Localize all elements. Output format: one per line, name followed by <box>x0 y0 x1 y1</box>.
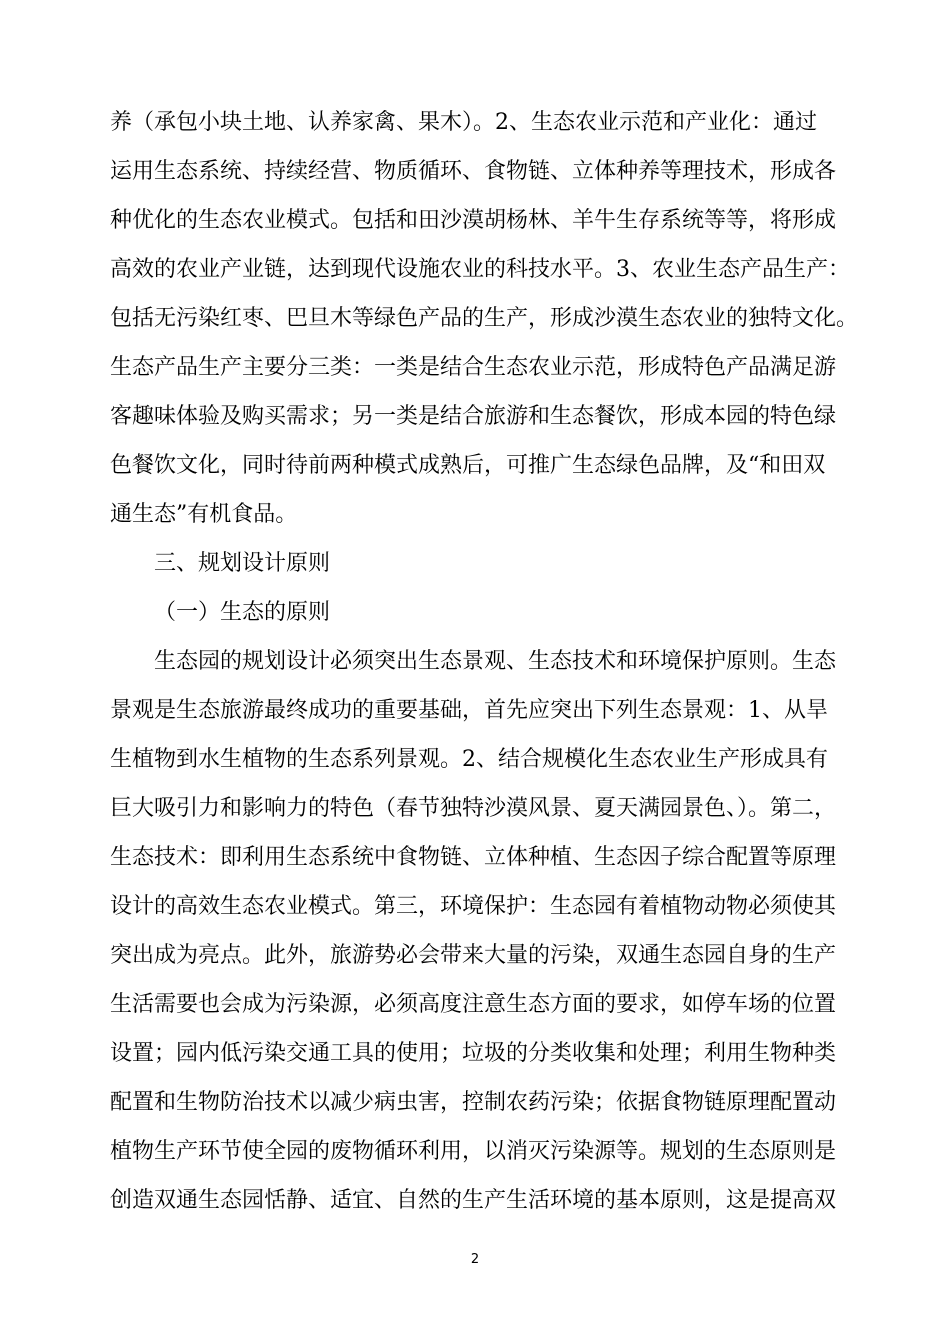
text-line: 包括无污染红枣、巴旦木等绿色产品的生产，形成沙漠生态农业的独特文化。 <box>110 306 859 331</box>
text-line: 养（承包小块土地、认养家禽、果木）。2、生态农业示范和产业化：通过 <box>110 110 817 135</box>
paragraph-line: 设计的高效生态农业模式。第三，环境保护：生态园有着植物动物必须使其 <box>110 894 837 919</box>
paragraph-line: 配置和生物防治技术以减少病虫害，控制农药污染；依据食物链原理配置动 <box>110 1090 837 1115</box>
paragraph-line: 生态技术：即利用生态系统中食物链、立体种植、生态因子综合配置等原理 <box>110 845 837 870</box>
section-subheading: （一）生态的原则 <box>154 600 331 625</box>
paragraph-line: 生活需要也会成为污染源，必须高度注意生态方面的要求，如停车场的位置 <box>110 992 837 1017</box>
paragraph-line: 植物生产环节使全园的废物循环利用，以消灭污染源等。规划的生态原则是 <box>110 1139 837 1164</box>
document-body <box>110 103 859 1230</box>
text-line: 种优化的生态农业模式。包括和田沙漠胡杨林、羊牛生存系统等等，将形成 <box>110 208 837 233</box>
text-line: 客趣味体验及购买需求；另一类是结合旅游和生态餐饮，形成本园的特色绿 <box>110 404 837 429</box>
section-heading: 三、规划设计原则 <box>154 551 331 576</box>
paragraph-line: 景观是生态旅游最终成功的重要基础，首先应突出下列生态景观：1、从旱 <box>110 698 828 723</box>
page-number: 2 <box>470 1252 480 1267</box>
text-line: 通生态”有机食品。 <box>110 502 298 527</box>
paragraph-line: 突出成为亮点。此外，旅游势必会带来大量的污染，双通生态园自身的生产 <box>110 943 837 968</box>
paragraph-line: 创造双通生态园恬静、适宜、自然的生产生活环境的基本原则，这是提高双 <box>110 1188 837 1213</box>
paragraph-line: 巨大吸引力和影响力的特色（春节独特沙漠风景、夏天满园景色、）。第二， <box>110 796 837 821</box>
paragraph-line: 设置；园内低污染交通工具的使用；垃圾的分类收集和处理；利用生物种类 <box>110 1041 837 1066</box>
text-line: 运用生态系统、持续经营、物质循环、食物链、立体种养等理技术，形成各 <box>110 159 837 184</box>
text-line: 色餐饮文化，同时待前两种模式成熟后，可推广生态绿色品牌，及“和田双 <box>110 453 826 478</box>
text-line: 生态产品生产主要分三类：一类是结合生态农业示范，形成特色产品满足游 <box>110 355 837 380</box>
paragraph-line: 生植物到水生植物的生态系列景观。2、结合规模化生态农业生产形成具有 <box>110 747 828 772</box>
text-line: 高效的农业产业链，达到现代设施农业的科技水平。3、农业生态产品生产： <box>110 257 850 282</box>
paragraph-line: 生态园的规划设计必须突出生态景观、生态技术和环境保护原则。生态 <box>154 649 837 674</box>
